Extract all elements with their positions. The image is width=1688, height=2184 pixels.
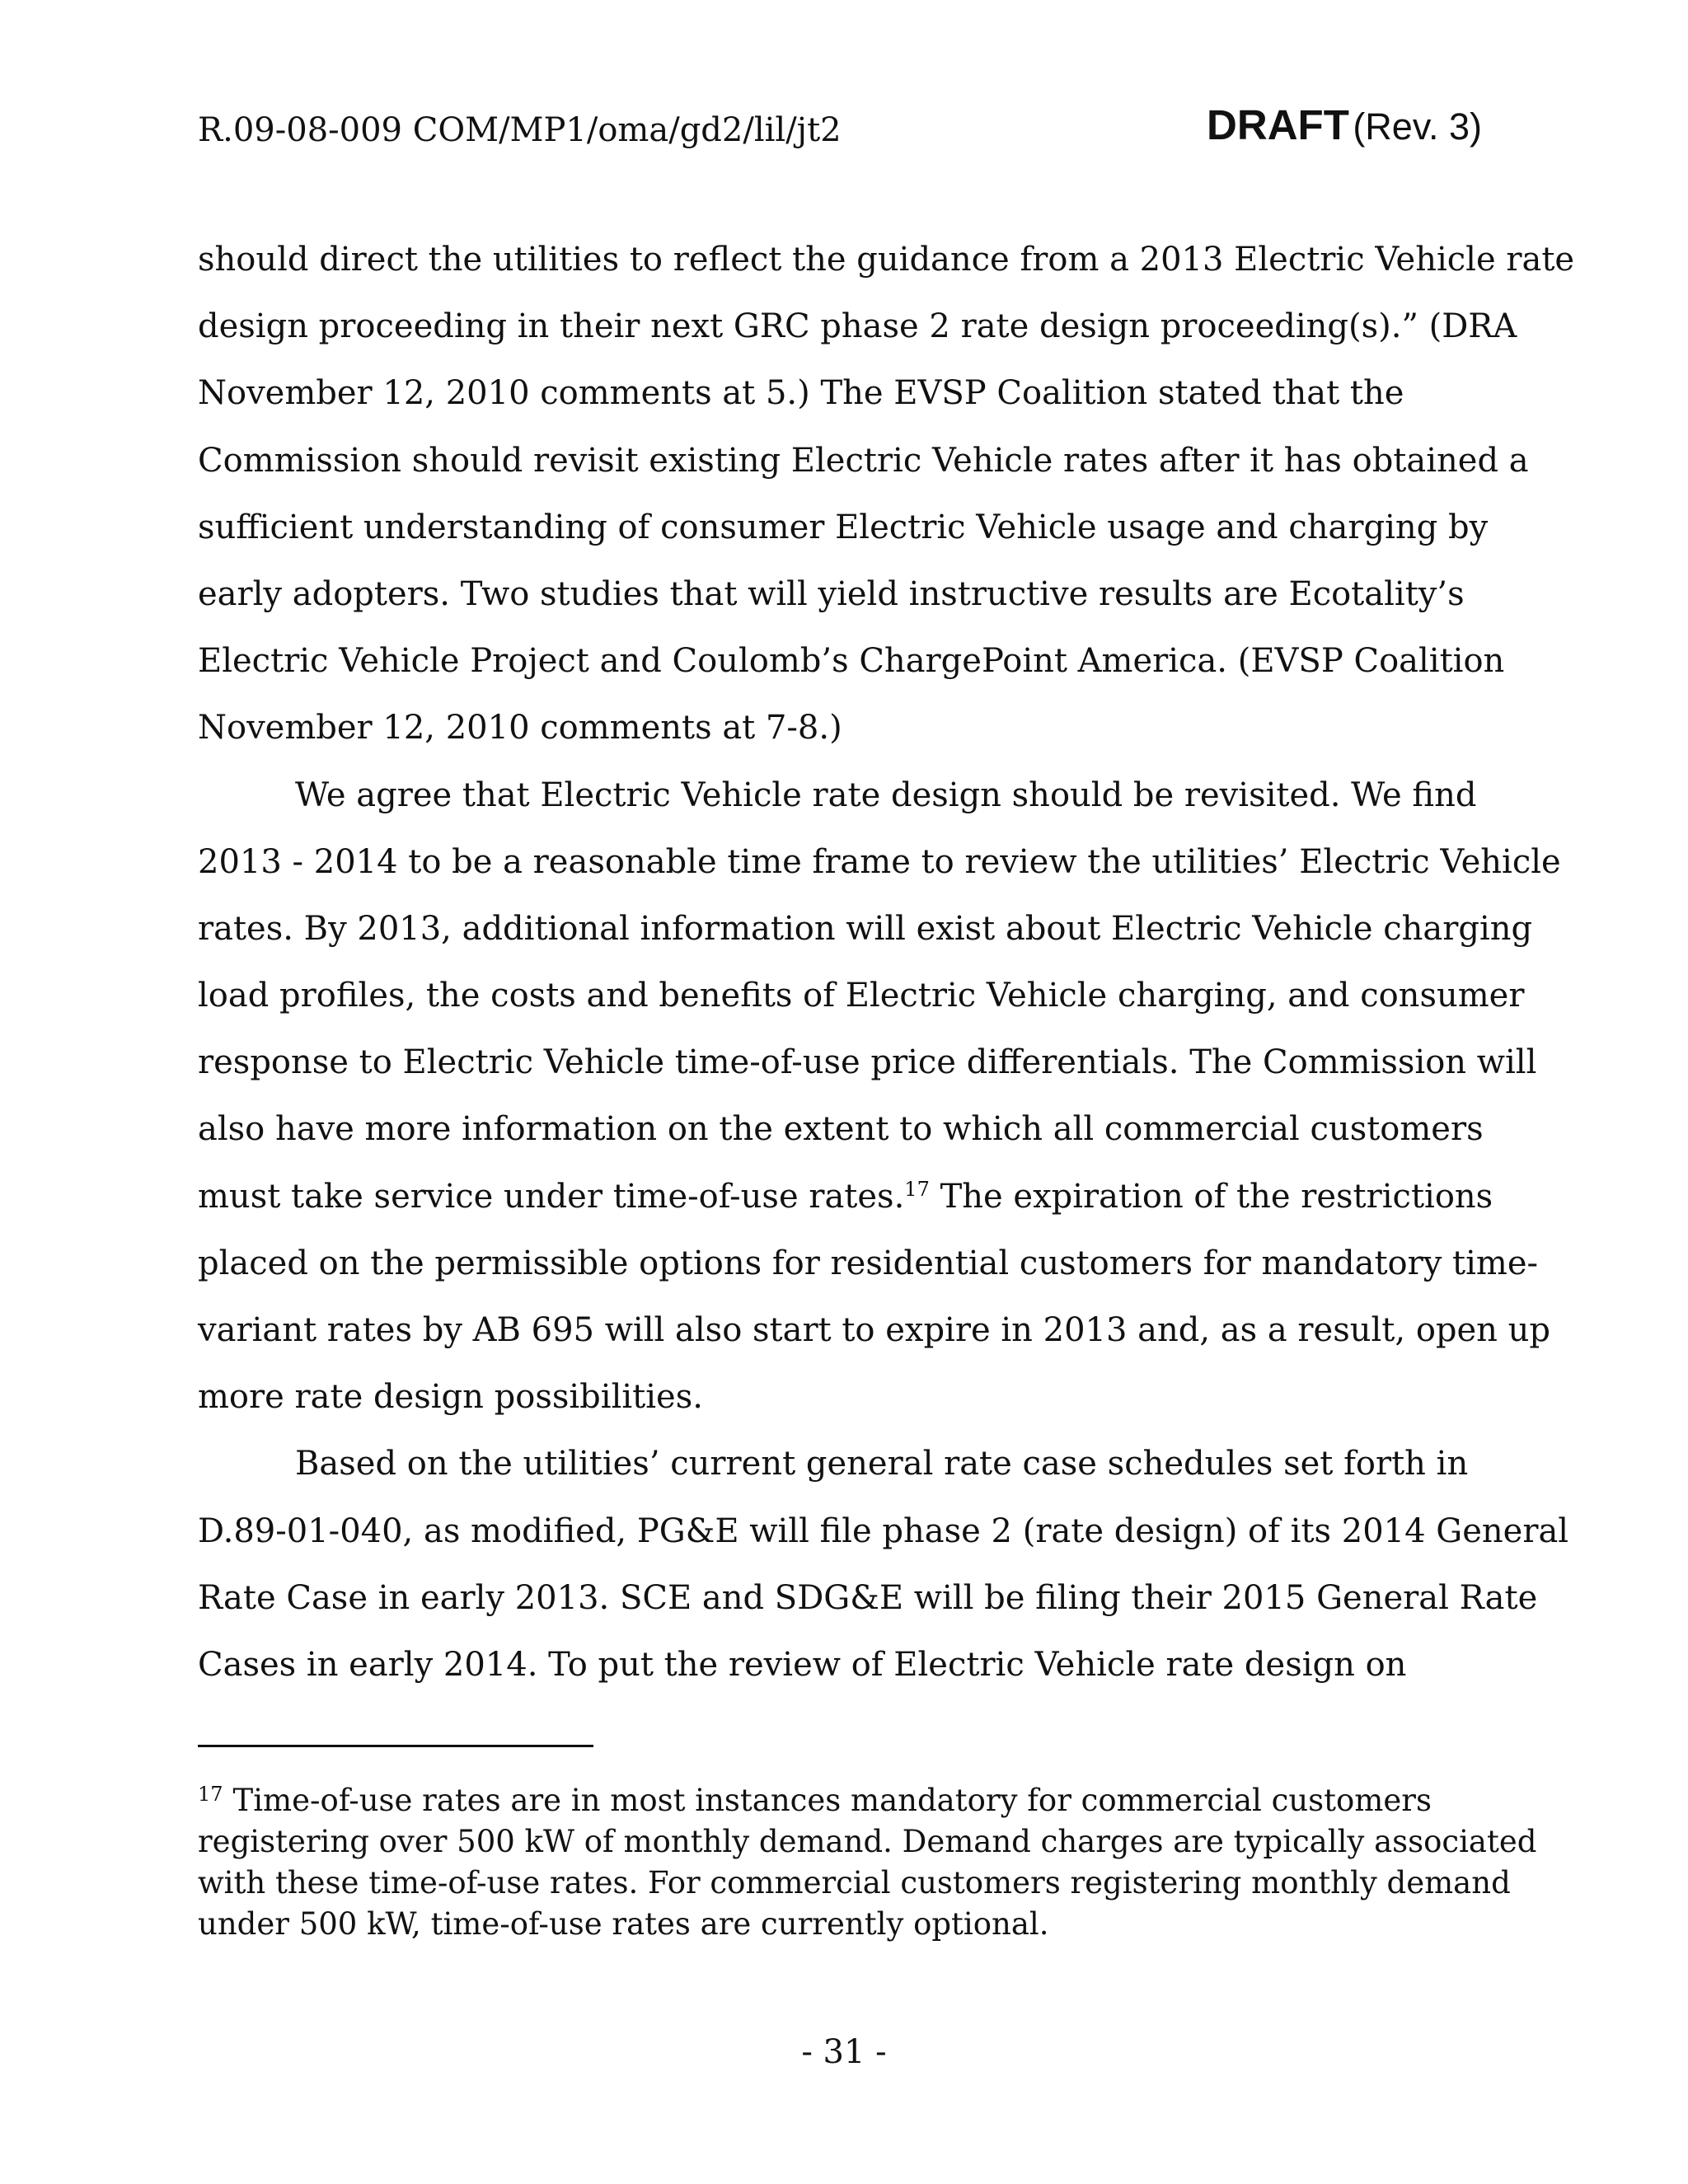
paragraph-start-line: Based on the utilities’ current general rate case schedules set forth in [295,1445,1469,1483]
footnote-separator [198,1745,593,1747]
body-line: load profiles, the costs and benefits of Electric Vehicle charging, and consumer [198,977,1525,1015]
body-line: also have more information on the extent to which all commercial customers [198,1110,1484,1149]
footnote [198,1780,1537,1945]
footnote-number: 17 [198,1783,223,1806]
body-line: D.89-01-040, as modified, PG&E will file phase 2 (rate design) of its 2014 General [198,1511,1569,1550]
footnote-line: under 500 kW, time-of-use rates are currently optional. [198,1906,1049,1942]
body-line-text: The expiration of the restrictions [940,1177,1493,1216]
body-line: variant rates by AB 695 will also start to expire in 2013 and, as a result, open up [198,1311,1551,1349]
body-line: Commission should revisit existing Electric Vehicle rates after it has obtained a [198,441,1529,480]
body-line: 2013 - 2014 to be a reasonable time frame to review the utilities’ Electric Vehicle [198,842,1561,881]
draft-label: DRAFT [1207,101,1349,148]
revision-label: (Rev. 3) [1353,105,1482,148]
body-line: response to Electric Vehicle time-of-use price differentials. The Commission will [198,1043,1537,1082]
body-line: sufficient understanding of consumer Electric Vehicle usage and charging by [198,508,1489,546]
footnote-line: with these time-of-use rates. For commercial customers registering monthly demand [198,1865,1511,1900]
paragraph-start-line: We agree that Electric Vehicle rate design should be revisited. We find [295,776,1477,814]
body-line: design proceeding in their next GRC phase 2 rate design proceeding(s).” (DRA [198,307,1517,346]
body-line: Rate Case in early 2013. SCE and SDG&E will be filing their 2015 General Rate [198,1578,1538,1617]
body-line: Electric Vehicle Project and Coulomb’s ChargePoint America. (EVSP Coalition [198,642,1505,681]
footnote-text: Time-of-use rates are in most instances mandatory for commercial customers [232,1783,1432,1818]
body-line: November 12, 2010 comments at 5.) The EVSP Coalition stated that the [198,374,1404,413]
body-line: November 12, 2010 comments at 7-8.) [198,709,842,748]
body-line: early adopters. Two studies that will yield instructive results are Ecotality’s [198,574,1465,613]
docket-number: R.09-08-009 COM/MP1/oma/gd2/lil/jt2 [198,111,842,149]
body-line: placed on the permissible options for residential customers for mandatory time- [198,1244,1539,1282]
draft-stamp [1207,101,1482,161]
body-line: rates. By 2013, additional information will exist about Electric Vehicle charging [198,909,1533,948]
body-line: Cases in early 2014. To put the review of Electric Vehicle rate design on [198,1645,1407,1684]
body-line-with-footnote [198,1172,1496,1239]
footnote-line: registering over 500 kW of monthly demand. Demand charges are typically associated [198,1824,1537,1859]
footnote-line [198,1780,1508,1821]
body-line-text: must take service under time-of-use rates. [198,1177,905,1216]
page-number: - 31 - [801,2033,887,2071]
footnote-reference: 17 [904,1177,930,1201]
body-text [198,235,1575,1707]
body-line: more rate design possibilities. [198,1378,703,1417]
body-line: should direct the utilities to reflect the guidance from a 2013 Electric Vehicle rate [198,241,1575,279]
